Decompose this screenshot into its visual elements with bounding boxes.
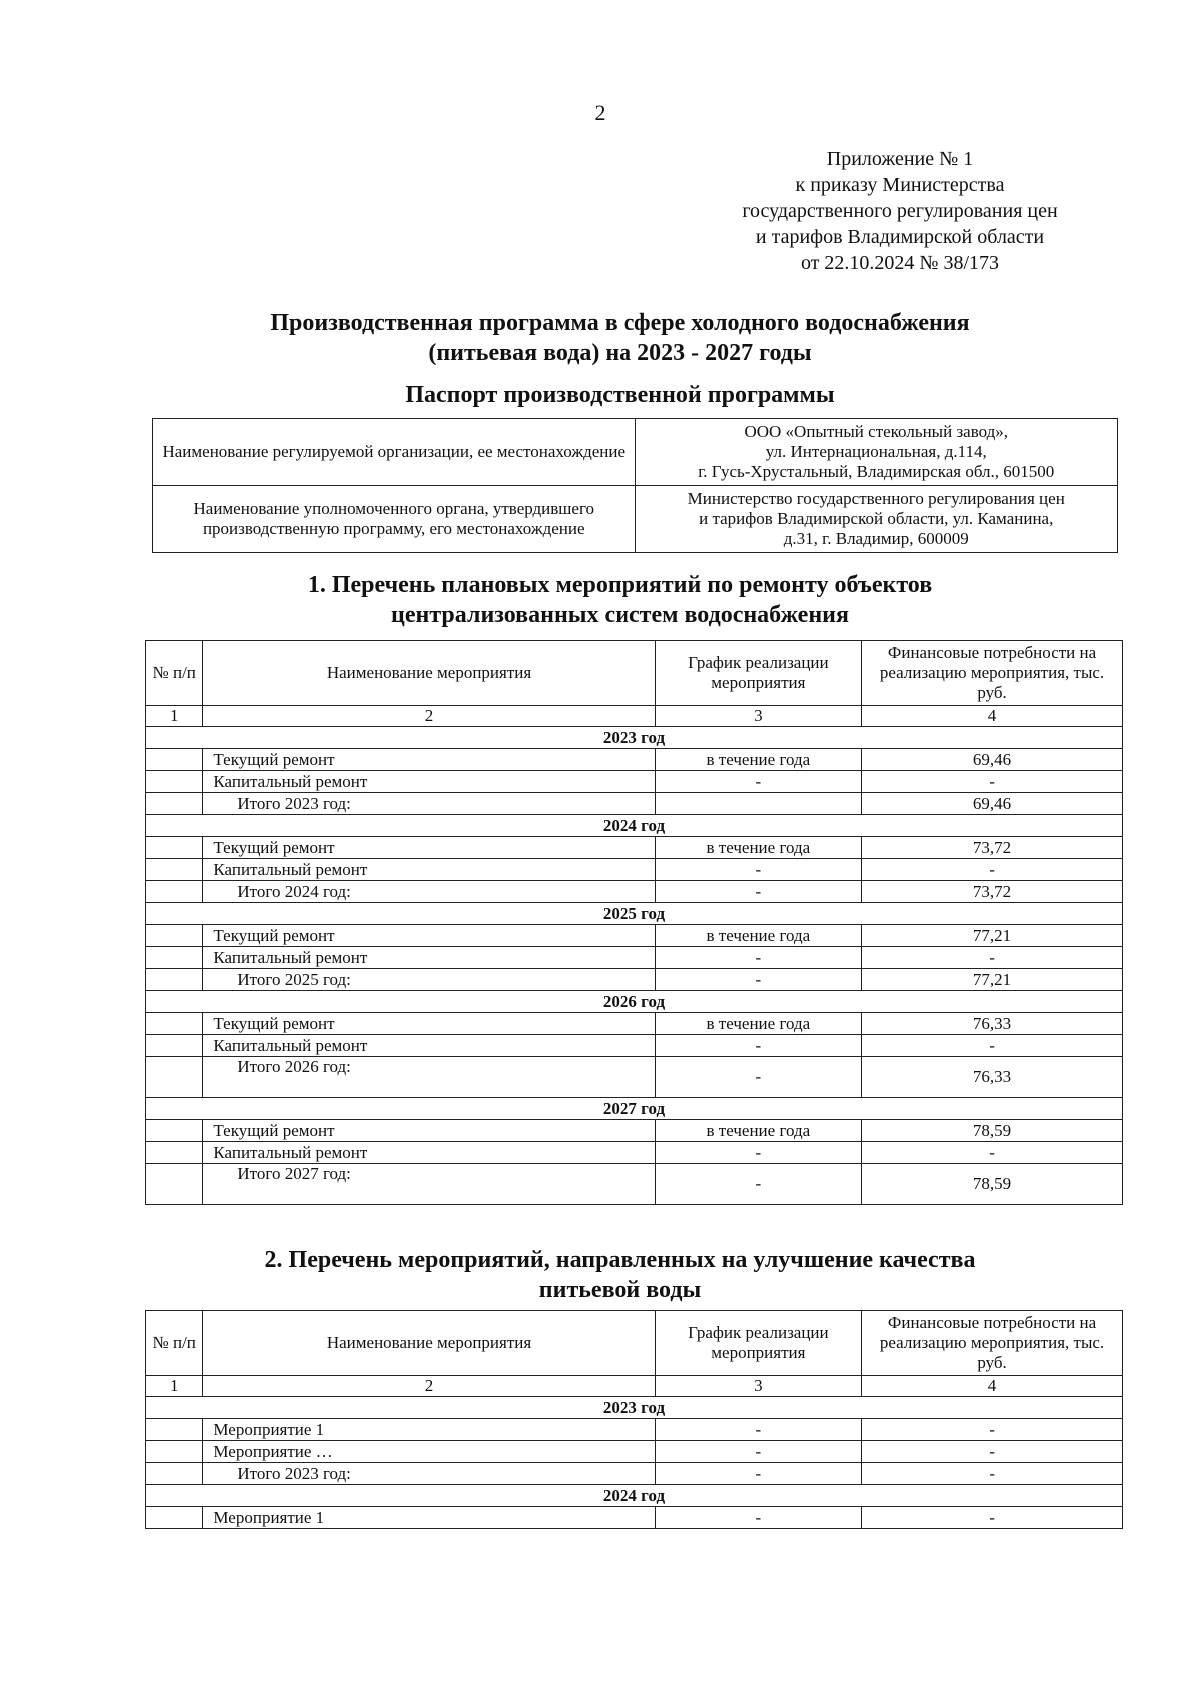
table-row xyxy=(146,881,1123,903)
row-name: Итого 2024 год: xyxy=(203,881,655,903)
appendix-line: от 22.10.2024 № 38/173 xyxy=(800,252,1000,274)
column-number: 2 xyxy=(203,706,655,727)
row-name: Капитальный ремонт xyxy=(203,1142,655,1164)
row-name: Мероприятие … xyxy=(203,1441,655,1463)
row-num xyxy=(146,859,203,881)
row-schedule: в течение года xyxy=(655,1120,861,1142)
row-schedule: - xyxy=(655,1142,861,1164)
column-number: 3 xyxy=(655,706,861,727)
row-schedule: в течение года xyxy=(655,837,861,859)
year-row xyxy=(146,1397,1123,1419)
row-schedule: - xyxy=(655,1164,861,1205)
passport-value-line: д.31, г. Владимир, 600009 xyxy=(783,529,969,548)
year-row xyxy=(146,815,1123,837)
row-name: Итого 2025 год: xyxy=(203,969,655,991)
passport-value-line: Министерство государственного регулирования цен xyxy=(687,489,1065,508)
year-label: 2027 год xyxy=(146,1098,1123,1120)
section-title-line: централизованных систем водоснабжения xyxy=(391,602,849,628)
table-row xyxy=(146,859,1123,881)
row-finance: 78,59 xyxy=(862,1120,1123,1142)
page-number: 2 xyxy=(594,100,606,125)
row-name: Итого 2023 год: xyxy=(203,793,655,815)
row-name: Текущий ремонт xyxy=(203,1013,655,1035)
row-finance: - xyxy=(862,1507,1123,1529)
table-row xyxy=(146,1164,1123,1205)
table-row xyxy=(146,793,1123,815)
section1-title xyxy=(140,570,1100,630)
section2-title xyxy=(140,1245,1100,1305)
table-row xyxy=(146,771,1123,793)
year-row xyxy=(146,903,1123,925)
row-finance: 69,46 xyxy=(862,793,1123,815)
row-name: Итого 2023 год: xyxy=(203,1463,655,1485)
row-num xyxy=(146,793,203,815)
row-schedule: в течение года xyxy=(655,749,861,771)
year-label: 2023 год xyxy=(146,727,1123,749)
row-finance: - xyxy=(862,1441,1123,1463)
row-num xyxy=(146,1035,203,1057)
row-finance: - xyxy=(862,1463,1123,1485)
row-name: Капитальный ремонт xyxy=(203,947,655,969)
row-num xyxy=(146,969,203,991)
column-number: 4 xyxy=(862,1376,1123,1397)
program-title-line: (питьевая вода) на 2023 - 2027 годы xyxy=(428,340,812,366)
water-quality-table xyxy=(145,1310,1123,1529)
passport-value xyxy=(635,486,1118,553)
year-label: 2023 год xyxy=(146,1397,1123,1419)
row-num xyxy=(146,947,203,969)
row-num xyxy=(146,1057,203,1098)
program-title xyxy=(140,308,1100,368)
table-row xyxy=(146,1463,1123,1485)
program-title-line: Производственная программа в сфере холодного водоснабжения xyxy=(270,310,970,336)
row-schedule: - xyxy=(655,1035,861,1057)
row-finance: 76,33 xyxy=(862,1013,1123,1035)
row-finance: - xyxy=(862,1142,1123,1164)
header-finance: Финансовые потребности на реализацию мероприятия, тыс. руб. xyxy=(862,641,1123,706)
year-row xyxy=(146,1485,1123,1507)
row-name: Мероприятие 1 xyxy=(203,1507,655,1529)
table-row xyxy=(146,837,1123,859)
row-finance: - xyxy=(862,859,1123,881)
row-finance: 69,46 xyxy=(862,749,1123,771)
row-name: Мероприятие 1 xyxy=(203,1419,655,1441)
column-number: 3 xyxy=(655,1376,861,1397)
section-title-line: 1. Перечень плановых мероприятий по ремонту объектов xyxy=(307,572,933,598)
header-schedule: График реализации мероприятия xyxy=(655,1311,861,1376)
year-label: 2025 год xyxy=(146,903,1123,925)
row-name: Текущий ремонт xyxy=(203,749,655,771)
row-finance: - xyxy=(862,947,1123,969)
table-row xyxy=(146,749,1123,771)
appendix-line: и тарифов Владимирской области xyxy=(755,226,1045,248)
passport-label: Наименование регулируемой организации, ее местонахождение xyxy=(153,419,636,486)
row-num xyxy=(146,1419,203,1441)
column-number: 1 xyxy=(146,1376,203,1397)
header-finance: Финансовые потребности на реализацию мероприятия, тыс. руб. xyxy=(862,1311,1123,1376)
table-row xyxy=(146,925,1123,947)
row-num xyxy=(146,925,203,947)
header-num: № п/п xyxy=(146,1311,203,1376)
row-schedule: в течение года xyxy=(655,925,861,947)
row-num xyxy=(146,1441,203,1463)
table-row xyxy=(146,1419,1123,1441)
column-number-row xyxy=(146,706,1123,727)
row-schedule: - xyxy=(655,881,861,903)
row-schedule: - xyxy=(655,1441,861,1463)
row-num xyxy=(146,1507,203,1529)
appendix-note xyxy=(720,146,1080,276)
table-header-row xyxy=(146,1311,1123,1376)
table-header-row xyxy=(146,641,1123,706)
row-schedule: - xyxy=(655,947,861,969)
row-name: Капитальный ремонт xyxy=(203,859,655,881)
year-label: 2024 год xyxy=(146,1485,1123,1507)
passport-value-line: и тарифов Владимирской области, ул. Каманина, xyxy=(699,509,1054,528)
row-name: Капитальный ремонт xyxy=(203,1035,655,1057)
table-row xyxy=(153,419,1118,486)
appendix-line: Приложение № 1 xyxy=(826,148,974,170)
row-finance: 78,59 xyxy=(862,1164,1123,1205)
row-finance: - xyxy=(862,1035,1123,1057)
passport-value-line: ул. Интернациональная, д.114, xyxy=(765,442,987,461)
row-num xyxy=(146,1142,203,1164)
header-num: № п/п xyxy=(146,641,203,706)
row-finance: 73,72 xyxy=(862,881,1123,903)
passport-value xyxy=(635,419,1118,486)
year-row xyxy=(146,991,1123,1013)
year-label: 2026 год xyxy=(146,991,1123,1013)
row-name: Текущий ремонт xyxy=(203,1120,655,1142)
row-finance: - xyxy=(862,1419,1123,1441)
section-title-line: питьевой воды xyxy=(538,1277,702,1303)
column-number: 2 xyxy=(203,1376,655,1397)
passport-value-line: ООО «Опытный стекольный завод», xyxy=(744,422,1009,441)
passport-title: Паспорт производственной программы xyxy=(405,382,835,408)
row-name: Итого 2027 год: xyxy=(203,1164,655,1205)
row-schedule: - xyxy=(655,859,861,881)
table-row xyxy=(146,1441,1123,1463)
row-finance: 73,72 xyxy=(862,837,1123,859)
row-num xyxy=(146,1013,203,1035)
row-schedule xyxy=(655,793,861,815)
row-name: Текущий ремонт xyxy=(203,837,655,859)
column-number: 4 xyxy=(862,706,1123,727)
table-row xyxy=(146,1057,1123,1098)
row-finance: - xyxy=(862,771,1123,793)
passport-label: Наименование уполномоченного органа, утвердившего производственную программу, его местонахождение xyxy=(153,486,636,553)
passport-value-line: г. Гусь-Хрустальный, Владимирская обл., 601500 xyxy=(698,462,1055,481)
row-num xyxy=(146,749,203,771)
row-schedule: - xyxy=(655,1463,861,1485)
row-finance: 77,21 xyxy=(862,925,1123,947)
header-schedule: График реализации мероприятия xyxy=(655,641,861,706)
row-finance: 76,33 xyxy=(862,1057,1123,1098)
row-schedule: в течение года xyxy=(655,1013,861,1035)
table-row xyxy=(146,947,1123,969)
table-row xyxy=(146,1507,1123,1529)
row-name: Капитальный ремонт xyxy=(203,771,655,793)
row-schedule: - xyxy=(655,969,861,991)
row-schedule: - xyxy=(655,1057,861,1098)
header-name: Наименование мероприятия xyxy=(203,641,655,706)
table-row xyxy=(146,1142,1123,1164)
row-schedule: - xyxy=(655,771,861,793)
row-num xyxy=(146,771,203,793)
table-row xyxy=(146,969,1123,991)
row-name: Итого 2026 год: xyxy=(203,1057,655,1098)
appendix-line: государственного регулирования цен xyxy=(742,200,1058,222)
table-row xyxy=(146,1013,1123,1035)
appendix-line: к приказу Министерства xyxy=(795,174,1005,196)
year-label: 2024 год xyxy=(146,815,1123,837)
year-row xyxy=(146,1098,1123,1120)
row-num xyxy=(146,881,203,903)
table-row xyxy=(146,1120,1123,1142)
repair-plan-table xyxy=(145,640,1123,1205)
row-num xyxy=(146,1164,203,1205)
row-num xyxy=(146,837,203,859)
table-row xyxy=(153,486,1118,553)
row-schedule: - xyxy=(655,1419,861,1441)
row-num xyxy=(146,1463,203,1485)
row-num xyxy=(146,1120,203,1142)
column-number: 1 xyxy=(146,706,203,727)
row-finance: 77,21 xyxy=(862,969,1123,991)
column-number-row xyxy=(146,1376,1123,1397)
section-title-line: 2. Перечень мероприятий, направленных на улучшение качества xyxy=(264,1247,976,1273)
row-schedule: - xyxy=(655,1507,861,1529)
header-name: Наименование мероприятия xyxy=(203,1311,655,1376)
year-row xyxy=(146,727,1123,749)
table-row xyxy=(146,1035,1123,1057)
row-name: Текущий ремонт xyxy=(203,925,655,947)
passport-table xyxy=(152,418,1118,553)
